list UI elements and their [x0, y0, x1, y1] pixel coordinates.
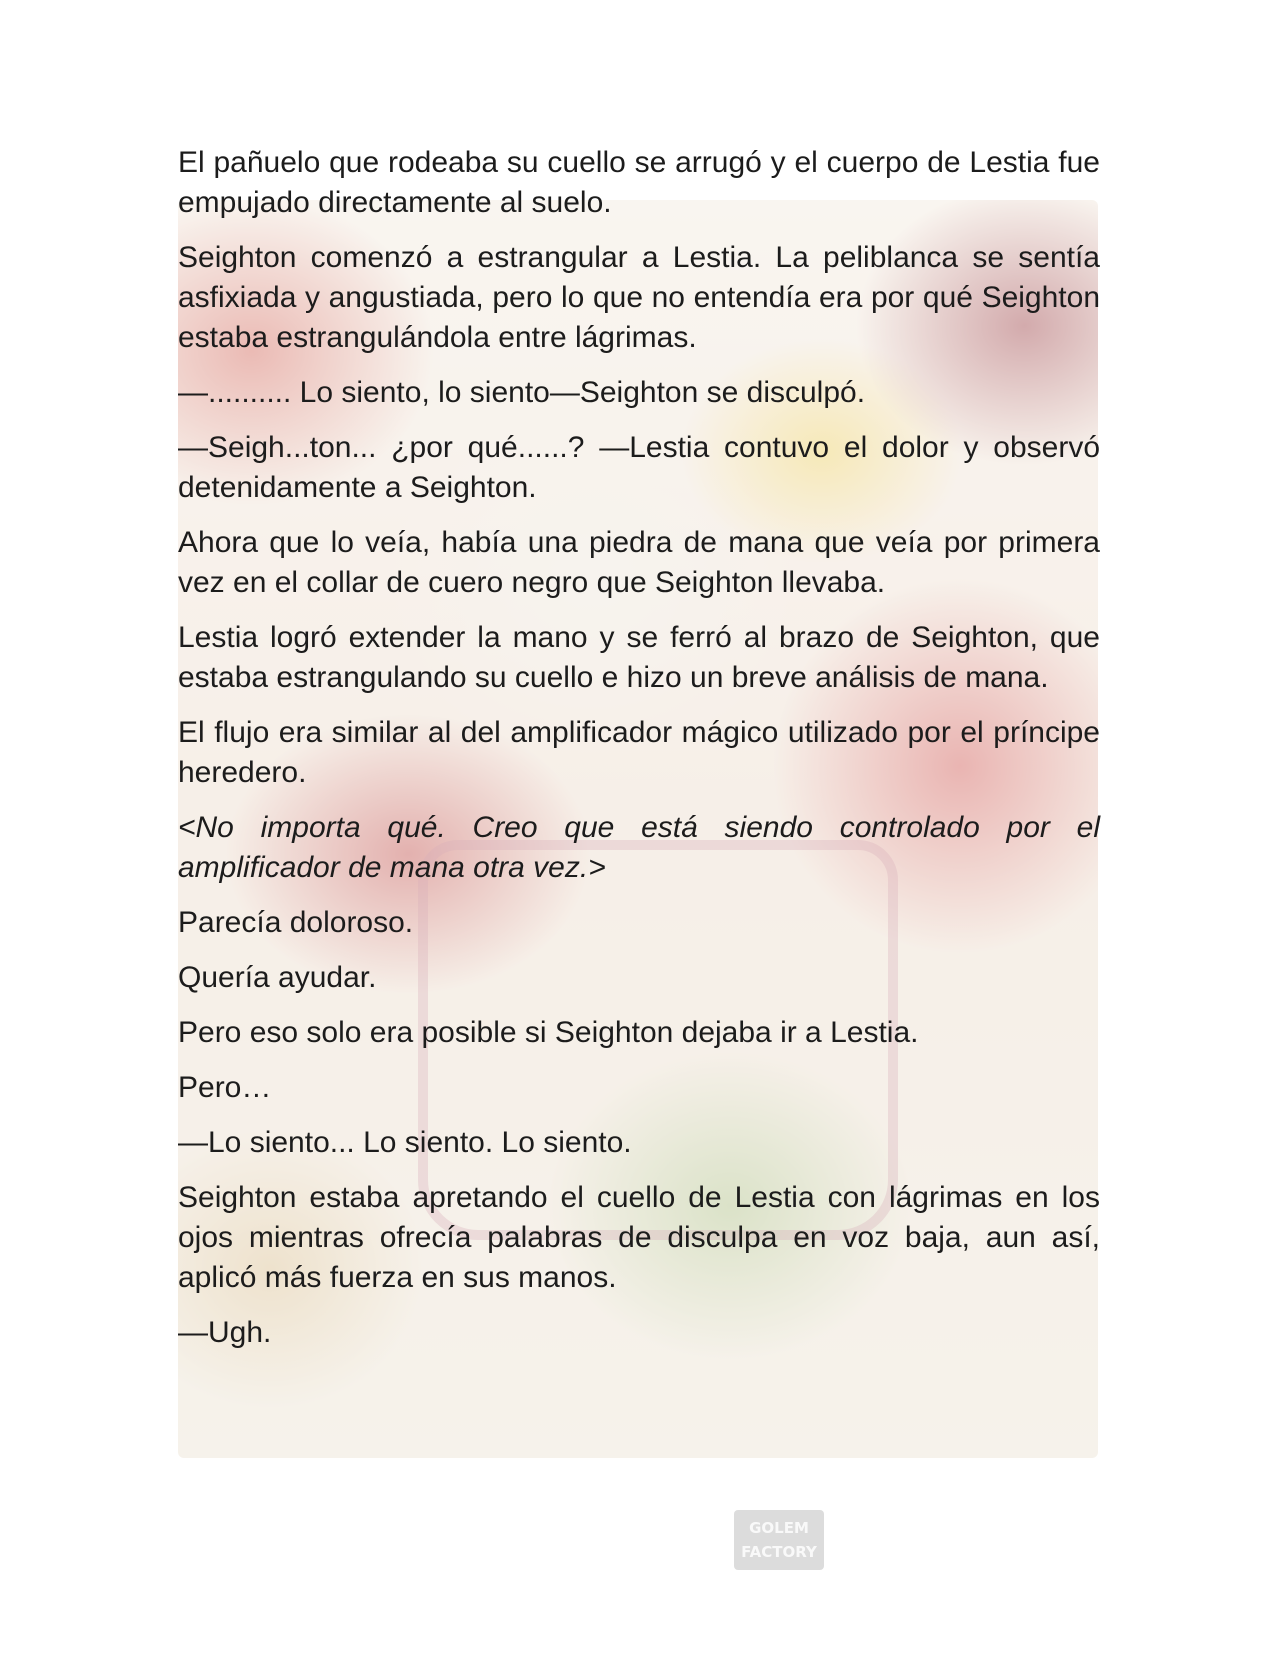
- thought-line: <No importa qué. Creo que está siendo controlado por el amplificador de mana otra vez.>: [178, 811, 1100, 884]
- paragraph: El flujo era similar al del amplificador mágico utilizado por el príncipe heredero.: [178, 716, 1100, 789]
- paragraph: Ahora que lo veía, había una piedra de mana que veía por primera vez en el collar de cuero negro que Seighton llevaba.: [178, 526, 1100, 599]
- paragraph: Pero eso solo era posible si Seighton dejaba ir a Lestia.: [178, 1016, 919, 1049]
- dialogue-line: —Lo siento... Lo siento. Lo siento.: [178, 1126, 632, 1159]
- paragraph: Pero…: [178, 1071, 272, 1104]
- paragraph: Quería ayudar.: [178, 961, 377, 994]
- paragraph: Parecía doloroso.: [178, 906, 414, 939]
- dialogue-line: —Seigh...ton... ¿por qué......? —Lestia contuvo el dolor y observó detenidamente a Seighton.: [178, 431, 1100, 504]
- paragraph: El pañuelo que rodeaba su cuello se arrugó y el cuerpo de Lestia fue empujado directamente al suelo.: [178, 146, 1100, 219]
- paragraph: Lestia logró extender la mano y se ferró al brazo de Seighton, que estaba estrangulando su cuello e hizo un breve análisis de mana.: [178, 621, 1100, 694]
- golem-factory-logo: GOLEM FACTORY: [734, 1510, 824, 1570]
- paragraph: Seighton comenzó a estrangular a Lestia. La peliblanca se sentía asfixiada y angustiada, pero lo que no entendía era por qué Seighton estaba estrangulándola entre lágrimas.: [178, 241, 1100, 354]
- dialogue-line: —.......... Lo siento, lo siento—Seighton se disculpó.: [178, 376, 866, 409]
- dialogue-line: —Ugh.: [178, 1316, 272, 1349]
- paragraph: Seighton estaba apretando el cuello de Lestia con lágrimas en los ojos mientras ofrecía palabras de disculpa en voz baja, aun así, aplicó más fuerza en sus manos.: [178, 1181, 1100, 1294]
- document-body: [178, 143, 1100, 1368]
